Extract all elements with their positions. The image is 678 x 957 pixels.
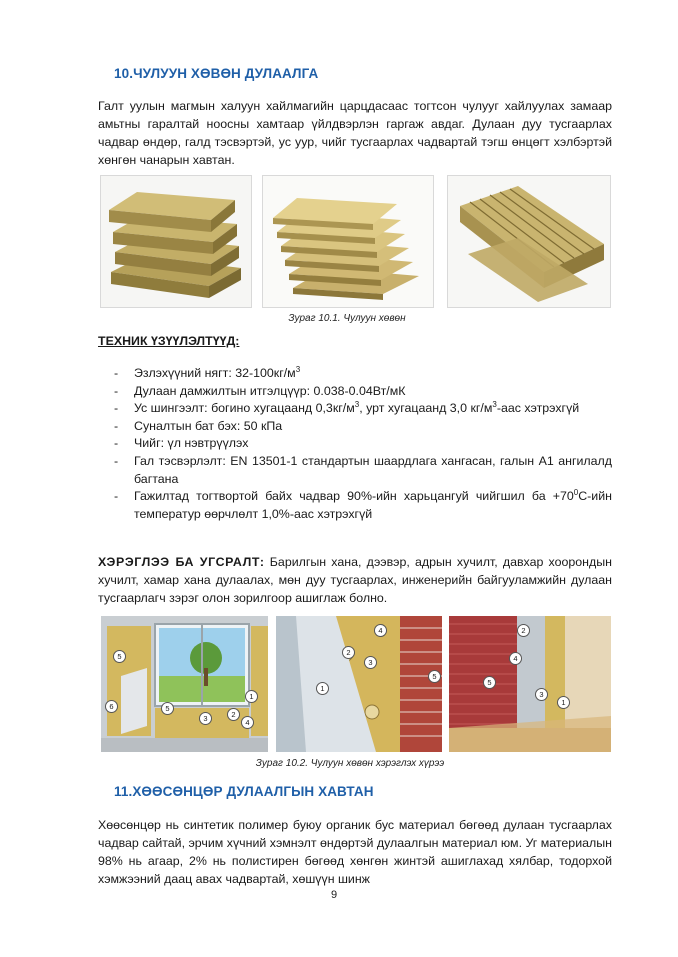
spec-humidity-degree: 0 xyxy=(573,488,579,498)
spec-water-exponent-2: 3 xyxy=(492,400,497,410)
siding-insulation-diagram xyxy=(449,616,611,752)
list-item xyxy=(98,453,612,488)
list-bullet: - xyxy=(114,418,119,433)
section-10-title: 10.ЧУЛУУН ХӨВӨН ДУЛААЛГА xyxy=(114,66,319,81)
page-number: 9 xyxy=(331,889,338,901)
callout-b-3: 3 xyxy=(364,656,377,669)
interior-wall-insulation-diagram xyxy=(101,616,268,752)
spec-humidity: Гажилтад тогтвортой байх чадвар 90%-ийн харьцангуй чийгшил ба +70 xyxy=(134,489,574,504)
callout-a-7: 4 xyxy=(241,716,254,729)
list-item xyxy=(98,418,612,436)
spec-density: Эзлэхүүний нягт: 32-100кг/м xyxy=(134,366,296,380)
callout-b-5: 1 xyxy=(316,682,329,695)
list-bullet: - xyxy=(114,366,119,380)
callout-a-6: 1 xyxy=(245,690,258,703)
facade-insulation-diagram xyxy=(276,616,442,752)
callout-b-2: 2 xyxy=(342,646,355,659)
spec-water-absorption-long: , урт хугацаанд 3,0 кг/м xyxy=(359,401,493,416)
figure-10-1-caption: Зураг 10.1. Чулуун хөвөн xyxy=(288,313,406,324)
callout-c-5: 1 xyxy=(557,696,570,709)
spec-humidity-end: С-ийн температур өөрчлөлт 1,0%-аас хэтрэхгүй xyxy=(134,489,612,521)
list-item xyxy=(98,435,612,453)
spec-fire: Гал тэсвэрлэлт: EN 13501-1 стандартын шаардлага хангасан, галын А1 ангилалд багтана xyxy=(134,453,612,486)
callout-a-2: 6 xyxy=(105,700,118,713)
callout-a-3: 5 xyxy=(161,702,174,715)
callout-c-1: 2 xyxy=(517,624,530,637)
spec-conductivity: Дулаан дамжилтын итгэлцүүр: 0.038-0.04Вт/мК xyxy=(134,383,406,398)
spec-density-exponent: 3 xyxy=(295,364,301,374)
list-item xyxy=(98,365,612,383)
callout-a-5: 2 xyxy=(227,708,240,721)
usage-text: Барилгын хана, дээвэр, адрын хучилт, давхар хоорондын хучилт, хамар хана дулаалах, мөн дуу тусгаарлах, инженерийн байгууламжийн дулаан тусгаарлагч зэрэг олон зорилгоор ашиглаж болно. xyxy=(98,555,612,605)
stone-wool-fanned-slabs-photo xyxy=(262,175,434,308)
section-11-title: 11.ХӨӨСӨНЦӨР ДУЛААЛГЫН ХАВТАН xyxy=(114,784,374,799)
list-bullet: - xyxy=(114,453,119,468)
list-bullet: - xyxy=(114,489,119,504)
usage-paragraph xyxy=(98,553,612,607)
technical-specs-heading: ТЕХНИК ҮЗҮҮЛЭЛТҮҮД: xyxy=(98,334,240,348)
list-item xyxy=(98,488,612,523)
list-item xyxy=(98,400,612,418)
callout-b-1: 4 xyxy=(374,624,387,637)
spec-tensile: Суналтын бат бэх: 50 кПа xyxy=(134,418,283,433)
callout-b-4: 5 xyxy=(428,670,441,683)
spec-moisture: Чийг: үл нэвтрүүлэх xyxy=(134,436,249,451)
list-bullet: - xyxy=(114,383,119,398)
spec-water-absorption-end: -аас хэтрэхгүй xyxy=(496,401,580,416)
stone-wool-stack-photo xyxy=(100,175,252,308)
callout-c-3: 5 xyxy=(483,676,496,689)
section-11-intro: Хөөсөнцөр нь синтетик полимер буюу органик бус материал бөгөөд дулаан тусгаарлах чадвар сайтай, эрчим хүчний хэмнэлт өндөртэй дулаалгын материал юм. Уг материалын 98% нь агаар, 2% нь полистирен бөгөөд хөнгөн жинтэй ашиглахад хялбар, тодорхой хэмжээний даац авах чадвартай, хөшүүн шинж xyxy=(98,818,612,886)
spec-water-absorption: Ус шингээлт: богино хугацаанд 0,3кг/м xyxy=(134,401,355,416)
stone-wool-lamella-photo xyxy=(447,175,611,308)
usage-label: ХЭРЭГЛЭЭ БА УГСРАЛТ: xyxy=(98,555,265,569)
list-bullet: - xyxy=(114,436,119,451)
technical-specs-list xyxy=(98,365,612,523)
figure-10-2-caption: Зураг 10.2. Чулуун хөвөн хэрэглэх хүрээ xyxy=(255,758,445,769)
callout-c-2: 4 xyxy=(509,652,522,665)
section-10-intro: Галт уулын магмын халуун хайлмагийн царцдасаас тогтсон чулууг хайлуулах замаар амьтны гаралтай ноосны хамтаар үйлдвэрлэн гаргаж авдаг. Дулаан дуу тусгаарлах чадвар өндөр, галд тэсвэртэй, ус уур, чийг тусгаарлах чадвартай тэгш өнцөгт хэлбэртэй хөнгөн чанарын хавтан. xyxy=(98,99,612,167)
callout-a-1: 5 xyxy=(113,650,126,663)
callout-c-4: 3 xyxy=(535,688,548,701)
callout-a-4: 3 xyxy=(199,712,212,725)
list-bullet: - xyxy=(114,401,119,416)
spec-water-exponent-1: 3 xyxy=(354,400,360,410)
list-item xyxy=(98,383,612,401)
